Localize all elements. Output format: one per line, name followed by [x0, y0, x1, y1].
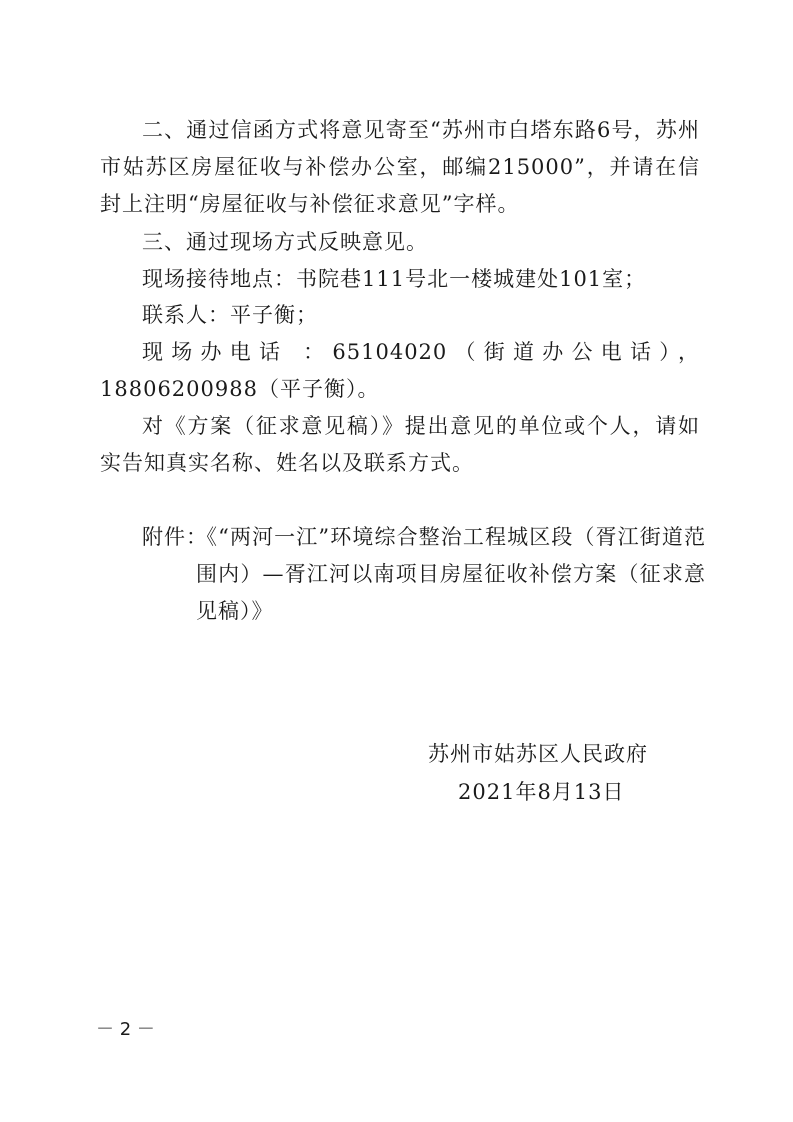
signature-organization: 苏州市姑苏区人民政府: [428, 742, 648, 766]
attachment-label: 附件：: [142, 525, 208, 549]
attachment-title: 《“两河一江”环境综合整治工程城区段（胥江街道范围内）—胥江河以南项目房屋征收补偿方案（征求意见稿）》: [196, 525, 706, 623]
contact-person: 联系人：平子衡；: [142, 303, 318, 327]
onsite-location: 现场接待地点：书院巷111号北一楼城建处101室；: [142, 267, 647, 291]
signature-date: 2021年8月13日: [458, 780, 625, 804]
paragraph-identity-request: 对《方案（征求意见稿）》提出意见的单位或个人，请如实告知真实名称、姓名以及联系方式。: [100, 414, 700, 475]
paragraph-onsite-submission: 三、通过现场方式反映意见。: [142, 230, 428, 254]
paragraph-letter-submission: 二、通过信函方式将意见寄至“苏州市白塔东路6号，苏州市姑苏区房屋征收与补偿办公室，邮编215000”，并请在信封上注明“房屋征收与补偿征求意见”字样。: [100, 118, 700, 216]
contact-phone: 现场办电话 ：65104020（街道办公电话），18806200988（平子衡）。: [100, 340, 700, 401]
page-number: － 2 －: [96, 1019, 155, 1040]
